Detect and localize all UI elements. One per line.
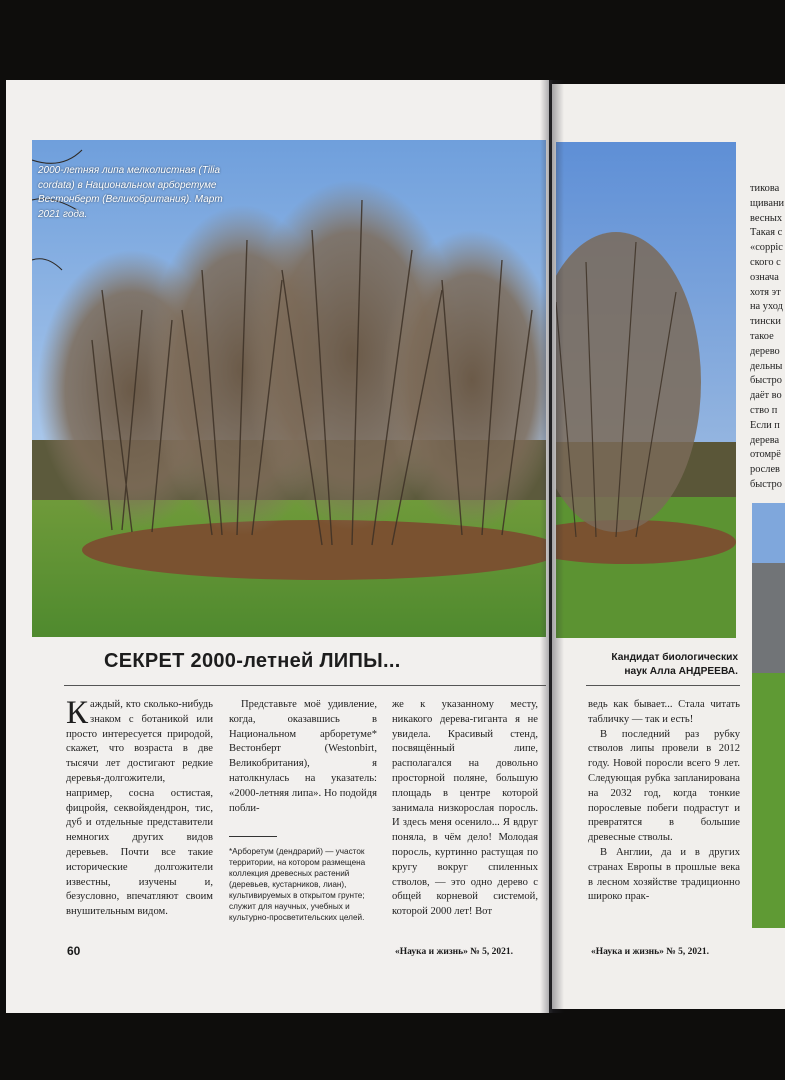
meadow-illustration bbox=[752, 503, 785, 928]
headline-rule bbox=[64, 685, 546, 686]
drop-cap: К bbox=[66, 695, 89, 731]
running-footer-right: «Наука и жизнь» № 5, 2021. bbox=[591, 947, 710, 957]
author-line-2: наук Алла АНДРЕЕВА. bbox=[624, 666, 738, 677]
page-number: 60 bbox=[67, 944, 81, 958]
photo-caption: 2000-летняя липа мелколистная (Tilia cordata) в Национальном арборетуме Вестонберт (Великобритания). Март 2021 года. bbox=[38, 165, 223, 220]
footnote: *Арборетум (дендрарий) — участок территории, на котором размещена коллекция древесных растений (деревьев, кустарников, лиан), культивируемых в открытом грунте; служит для научных, учебных и культурно-просветительских целей. bbox=[229, 847, 366, 922]
article-headline: СЕКРЕТ 2000-летней ЛИПЫ... bbox=[104, 650, 401, 672]
byline-rule bbox=[586, 685, 740, 686]
spine-shadow bbox=[540, 80, 564, 1013]
text-column-1: Каждый, кто сколько-нибудь знаком с ботаникой или просто интересуется природой, скажет, что возраста в две тысячи лет достигают редкие деревья-долгожители, например, сосна остистая, фицройя, секвойядендрон, тис, дуб и отдельные представители немногих других видов деревьев. Почти все такие исторические долгожители известны, изучены и, безусловно, впечатляют своим внушительным видом. bbox=[66, 695, 213, 918]
text-column-3: же к указанному месту, никакого дерева-гиганта я не увидела. Красивый стенд, посвящённый липе, располагался на довольно просторной поляне, большую площадь в центре которой занимала низкорослая поросль. И здесь меня осенило... Я вдруг поняла, в чём дело! Молодая поросль, куртинно растущая по кругу вокруг спиленных стволов, — это одно дерево с общей корневой системой, которой 2000 лет! Вот bbox=[392, 699, 538, 918]
author-line-1: Кандидат биологических bbox=[611, 652, 738, 663]
text-column-2: Представьте моё удивление, когда, оказавшись в Национальном арборетуме* Вестонберт (Westonbirt, Великобритания), я натолкнулась на указатель: «2000-летняя липа». Но подойдя побли- bbox=[229, 699, 377, 814]
running-footer-left: «Наука и жизнь» № 5, 2021. bbox=[395, 947, 514, 957]
author-byline bbox=[588, 651, 738, 679]
text-column-4: ведь как бывает... Стала читать табличку — так и есть! В последний раз рубку стволов липы провели в 2012 году. Новой поросли всего 9 лет. Следующая рубка запланирована на 2032 год, когда тонкие порослевые побеги подрастут и превратятся в большие древесные стволы. В Англии, да и в других странах Европы в прошлые века в лесном хозяйстве традиционно широко прак- bbox=[588, 699, 740, 903]
linden-trees-illustration-right bbox=[556, 142, 736, 638]
footnote-rule bbox=[229, 836, 277, 837]
right-page-text-strip: тикова щивани весных Такая с «coppic ского с означа хотя эт на уход тински такое дерево дельны быстро даёт во ство п Если п дерева отомрё рослев быстро bbox=[750, 183, 785, 490]
next-photo-strip bbox=[752, 503, 785, 928]
linden-photo-continued bbox=[556, 142, 736, 638]
